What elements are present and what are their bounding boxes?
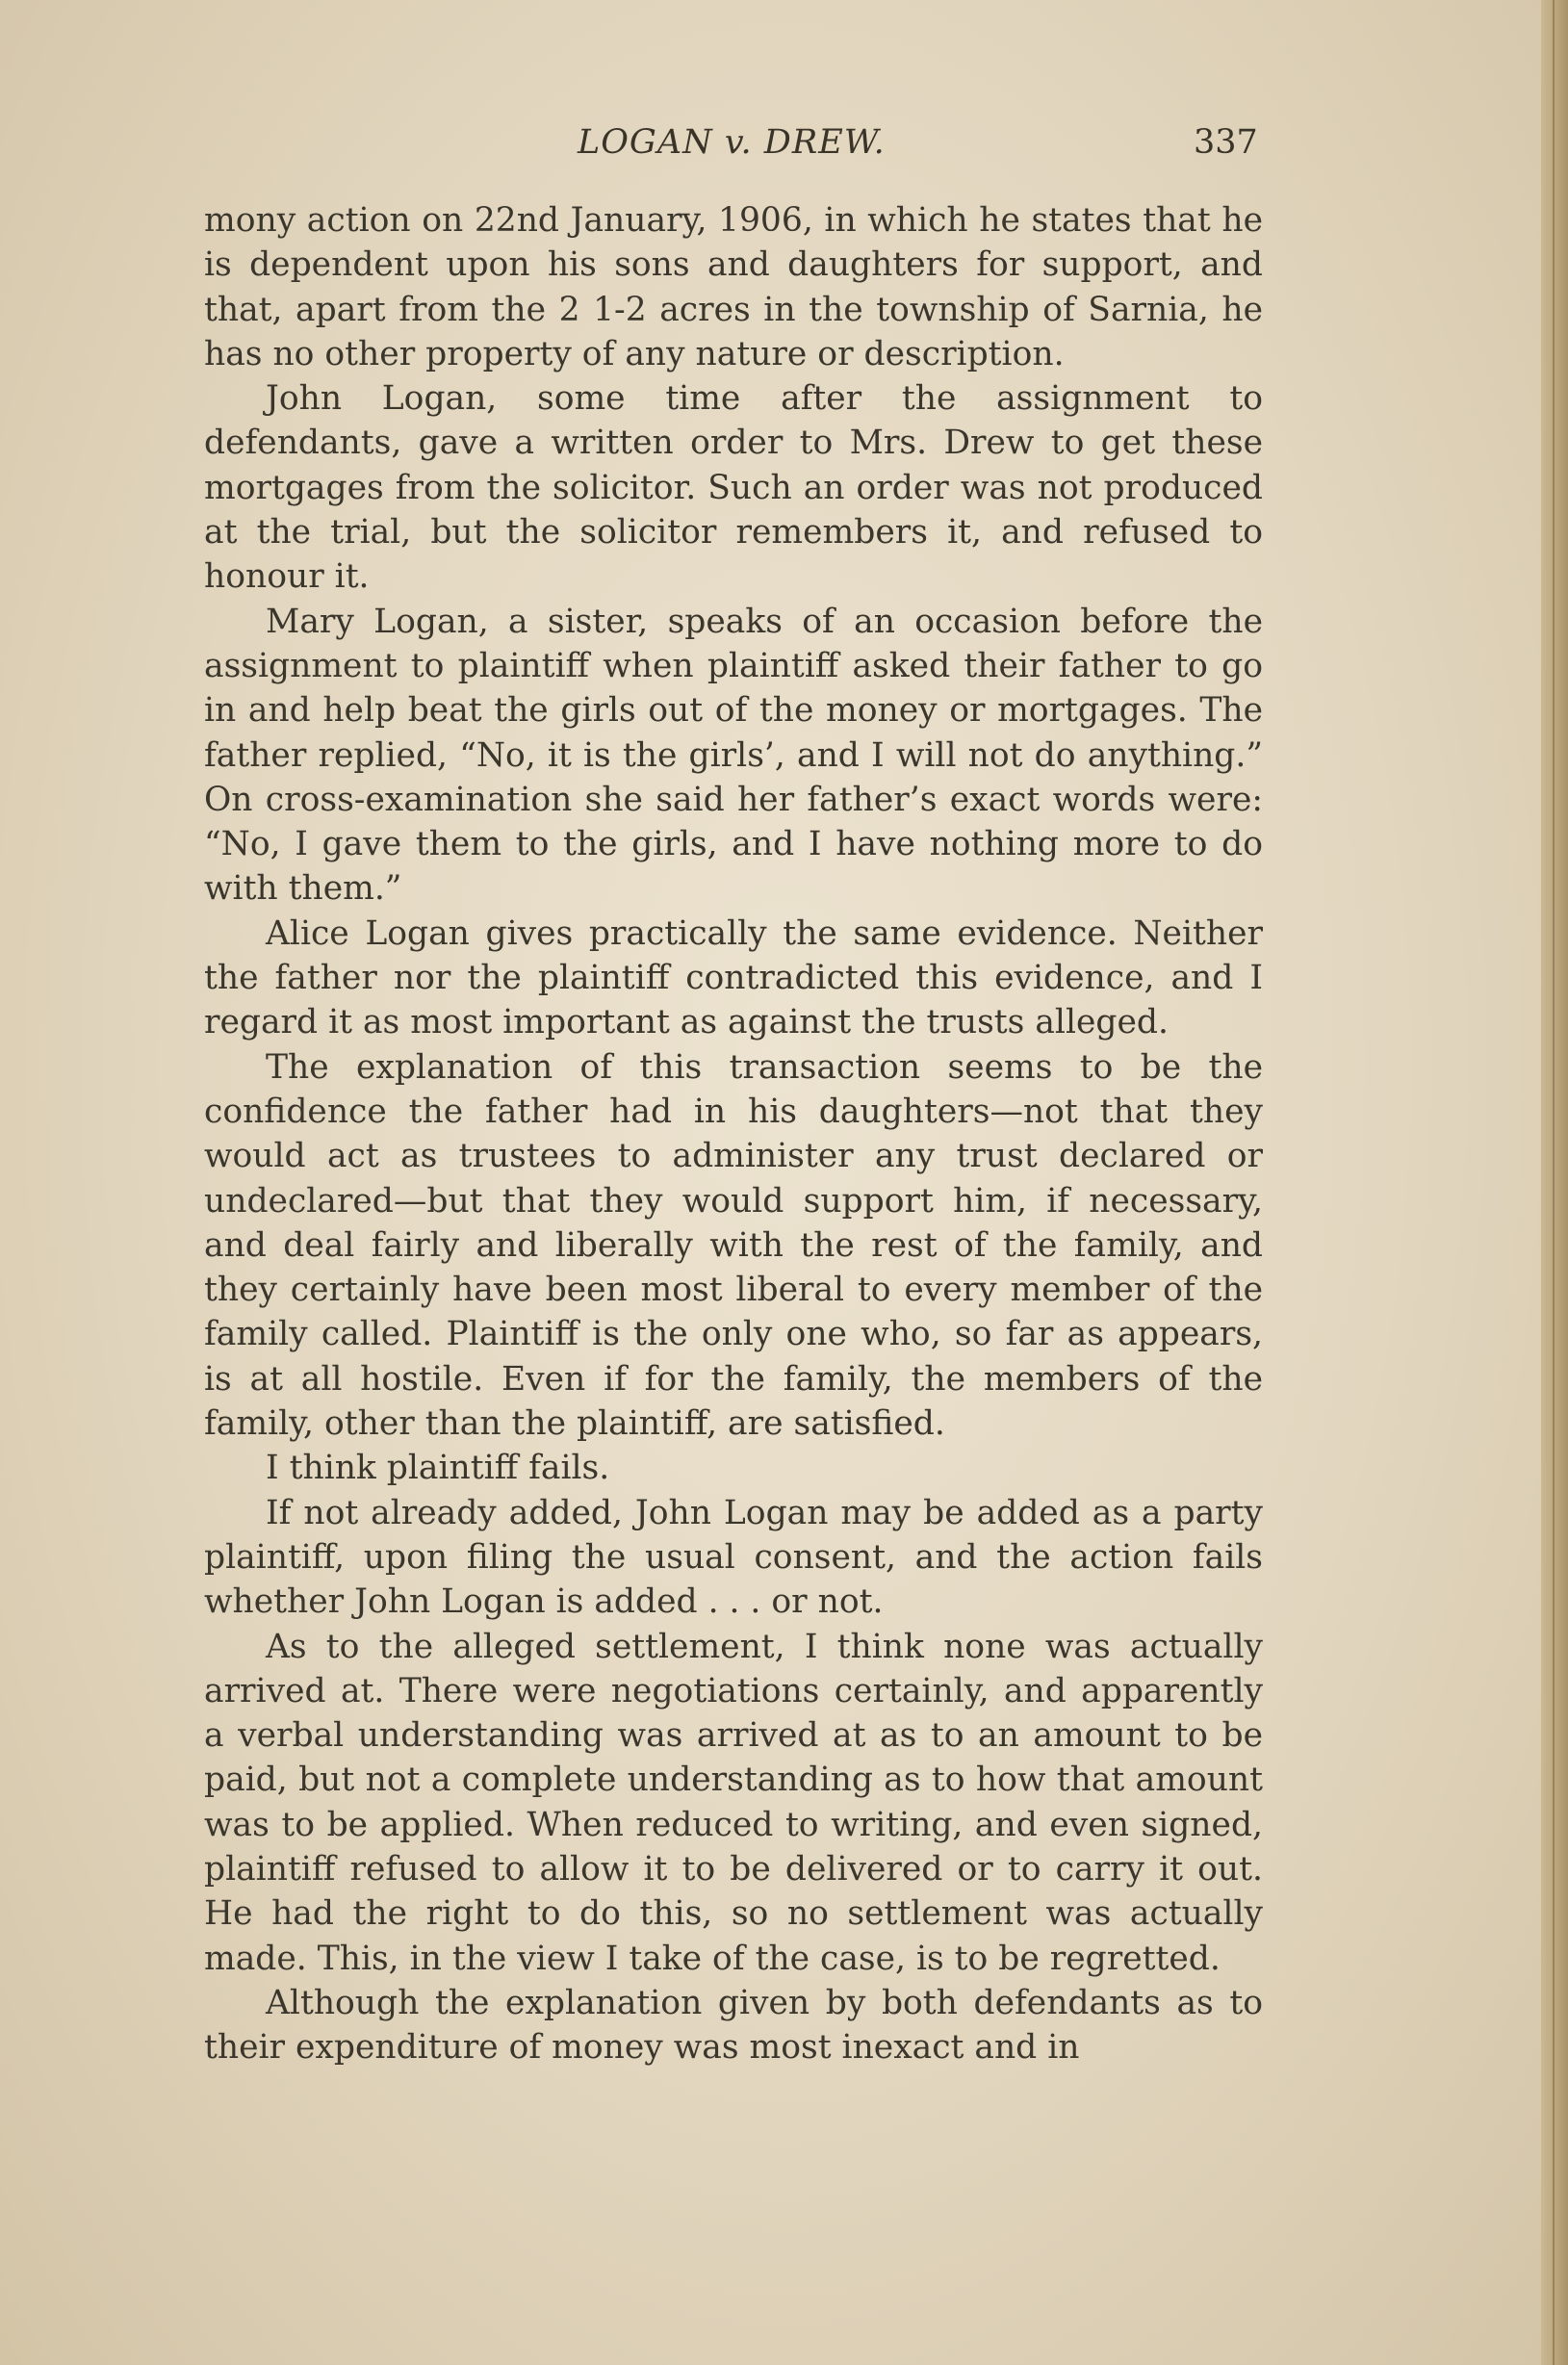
paragraph: As to the alleged settlement, I think none was actually arrived at. There were negotiations certainly, and apparently a verbal understanding was arrived at as to an amount to be paid, but not a complete understanding as to how that amount was to be applied. When reduced to writing, and even signed, plaintiff refused to allow it to be delivered or to carry it out. He had the right to do this, so no settlement was actually made. This, in the view I take of the case, is to be regretted. (204, 1627, 1263, 1978)
paragraph: Alice Logan gives practically the same evidence. Neither the father nor the plaintiff contradicted this evidence, and I regard it as most important as against the trusts alleged. (204, 913, 1263, 1042)
paragraph-continued: mony action on 22nd January, 1906, in which he states that he is dependent upon his sons and daughters for support, and that, apart from the 2 1-2 acres in the township of Sarnia, he has no other property of any nature or description. (204, 201, 1263, 373)
page-number: 337 (1194, 123, 1258, 162)
paragraph: John Logan, some time after the assignment to defendants, gave a written order to Mrs. Drew to get these mortgages from the solicitor. Such an order was not produced at the trial, but the solicitor remembers it, and refused to honour it. (204, 379, 1263, 597)
running-head: LOGAN v. DREW. (578, 123, 886, 162)
gutter-line (1553, 0, 1555, 2365)
paragraph: If not already added, John Logan may be added as a party plaintiff, upon filing the usual consent, and the action fails whether John Logan is added . . . or not. (204, 1493, 1263, 1622)
paragraph: The explanation of this transaction seems to be the confidence the father had in his daughters—not that they would act as trustees to administer any trust declared or undeclared—but that they would support him, if necessary, and deal fairly and liberally with the rest of the family, and they certainly have been most liberal to every member of the family called. Plaintiff is the only one who, so far as appears, is at all hostile. Even if for the family, the members of the family, other than the plaintiff, are satisfied. (204, 1047, 1263, 1444)
page-gutter (1541, 0, 1568, 2365)
paragraph: I think plaintiff fails. (266, 1449, 610, 1488)
body-text (204, 198, 1263, 2069)
paragraph: Although the explanation given by both defendants as to their expenditure of money was most inexact and in (204, 1983, 1263, 2068)
page-header (0, 114, 1568, 171)
paragraph: Mary Logan, a sister, speaks of an occasion before the assignment to plaintiff when plaintiff asked their father to go in and help beat the girls out of the money or mortgages. The father replied, “No, it is the girls’, and I will not do anything.” On cross-examination she said her father’s exact words were: “No, I gave them to the girls, and I have nothing more to do with them.” (204, 602, 1263, 909)
